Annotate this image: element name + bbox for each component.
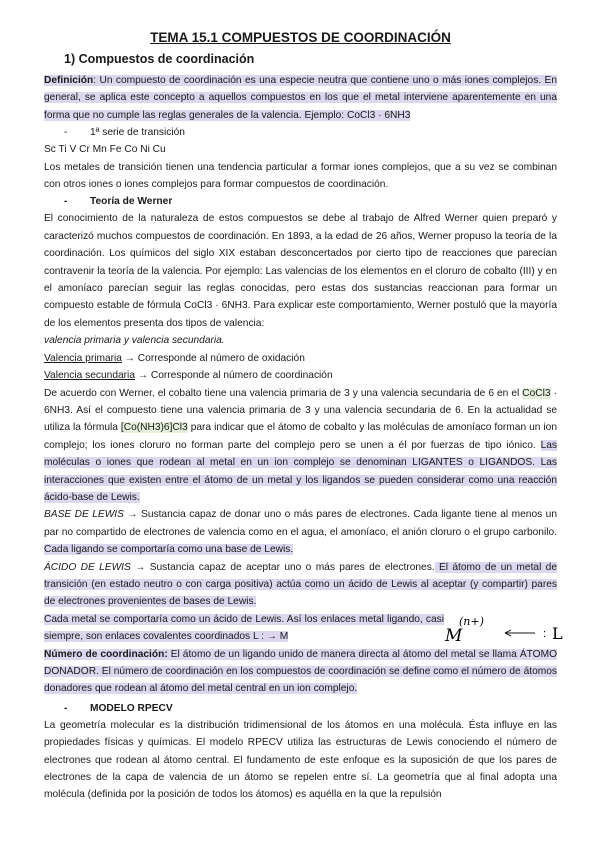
definition-label: Definición [44,75,94,86]
bullet-rpecv: - MODELO RPECV [64,700,557,717]
werner-italic: valencia primaria y valencia secundaria. [44,335,225,347]
werner-paragraph: El conocimiento de la naturaleza de estos compuestos se debe al trabajo de Alfred Werner quien preparó y caracterizó muchos compuestos de coordinación. En 1893, a la edad de 26 años, Werner propuso la teoría de la coordinación. Los químicos del siglo XIX estaban desconcertados por cierto tipo de reacciones que parecían contravenir la teoría de la valencia. Por ejemplo: Las valencias de los elementos en el cloruro de cobalto (III) y en el amoníaco parecían seguir las reglas conocidas, pero estas dos sustancias reaccionan para formar un compuesto estable de fórmula CoCl3 · 6NH3. Para explicar este comportamiento, Werner postuló que la mayoría de los elementos presenta dos tipos de valencia: valencia primaria y valencia secundaria. [44,213,557,347]
coordination-number-paragraph: Número de coordinación: El átomo de un ligando unido de manera directa al átomo del metal se llama ÁTOMO DONADOR. El número de coordinación en los compuestos de coordinación se define como el número de átomos donadores que rodean al átomo del metal central en un ion complejo. [44,648,557,695]
dash-icon: - [64,127,68,139]
metal-ligand-figure [439,611,569,647]
transition-paragraph: Los metales de transición tienen una tendencia particular a formar iones complejos, que a su vez se combinan con otros iones o iones complejos para formar compuestos de coordinación. [44,161,557,191]
section-heading: 1) Compuestos de coordinación [64,52,255,66]
cobalt-formula: CoCl3 [522,387,551,399]
transition-metals: Sc Ti V Cr Mn Fe Co Ni Cu [44,144,166,156]
metal-symbol: M [445,625,463,646]
ligand-highlight: Las moléculas o iones que rodean al metal en un ion complejo se denominan LIGANTES o LIGANDOS. Las interacciones que existen entre el átomo de un metal y los ligandos se pueden considerar como una reacción ácido-base de Lewis. [44,439,557,503]
metal-ligand-row [44,611,563,646]
cobalt-paragraph: De acuerdo con Werner, el cobalto tiene una valencia primaria de 3 y una valencia secundaria de 6 en el CoCl3 · 6NH3. Así el compuesto tiene una valencia primaria de 3 y una valencia secundaria de 6. En la actualidad se utiliza la fórmula [Co(NH3)6]Cl3 para indicar que el átomo de cobalto y las moléculas de amoníaco forman un ion complejo; los iones cloruro no forman parte del complejo pero se unen a él por fuerzas de tipo iónico. Las moléculas o iones que rodean al metal en un ion complejo se denominan LIGANTES o LIGANDOS. Las interacciones que existen entre el átomo de un metal y los ligandos se pueden considerar como una reacción ácido-base de Lewis. [44,387,558,503]
definition-text: : Un compuesto de coordinación es una especie neutra que contiene uno o más iones complejos. En general, se aplica este concepto a aquellos compuestos en los que el metal interviene aparentemente en una forma que no cumple las reglas generales de la valencia. Ejemplo: CoCl3 · 6NH3 [44,75,557,121]
charge-label: (n+) [459,614,484,628]
page-title: TEMA 15.1 COMPUESTOS DE COORDINACIÓN [150,30,451,45]
metal-acid-paragraph: Cada metal se comportaría como un ácido de Lewis. Así los enlaces metal ligando, casi siempre, son enlaces covalentes coordinados L : → M [44,613,444,643]
rpecv-paragraph: La geometría molecular es la distribución tridimensional de los átomos en una molécula. Ésta influye en las propiedades físicas y químicas. El modelo RPECV utiliza las estructuras de Lewis conociendo el número de electrones que rodean al átomo central. El fundamento de este enfoque es la suposición de que los pares de electrones de la capa de valencia de un átomo se repelen entre sí. La geometría que al final adopta una molécula (definida por la posición de todos los átomos) es aquélla en la que la repulsión [44,719,557,801]
base-lewis-paragraph: BASE DE LEWIS → Sustancia capaz de donar uno o más pares de electrones. Cada ligante tiene al menos un par no compartido de electrones de valencia como en el agua, el amoníaco, el anión cloruro o el grupo carbonilo. Cada ligando se comportaría como una base de Lewis. [44,509,558,556]
bracket-formula: [Co(NH3)6]Cl3 [120,422,188,434]
dash-icon: - [64,196,68,208]
valencia-primaria: Valencia primaria → Corresponde al número de oxidación [44,352,305,364]
lone-pair-dots: : [543,627,547,640]
bullet-transition: - 1ª serie de transición [64,124,557,141]
document-page [44,28,563,804]
ligand-symbol: L [552,623,563,643]
valencia-secundaria: Valencia secundaria → Corresponde al número de coordinación [44,370,333,382]
definition-paragraph [44,72,557,124]
bullet-werner: - Teoría de Werner [64,193,557,210]
dash-icon: - [64,702,68,714]
acido-lewis-paragraph: ÁCIDO DE LEWIS → Sustancia capaz de aceptar uno o más pares de electrones. El átomo de un metal de transición (en estado neutro o con carga positiva) actúa como un ácido de Lewis al aceptar (y compartir) pares de electrones provenientes de bases de Lewis. [44,561,558,608]
